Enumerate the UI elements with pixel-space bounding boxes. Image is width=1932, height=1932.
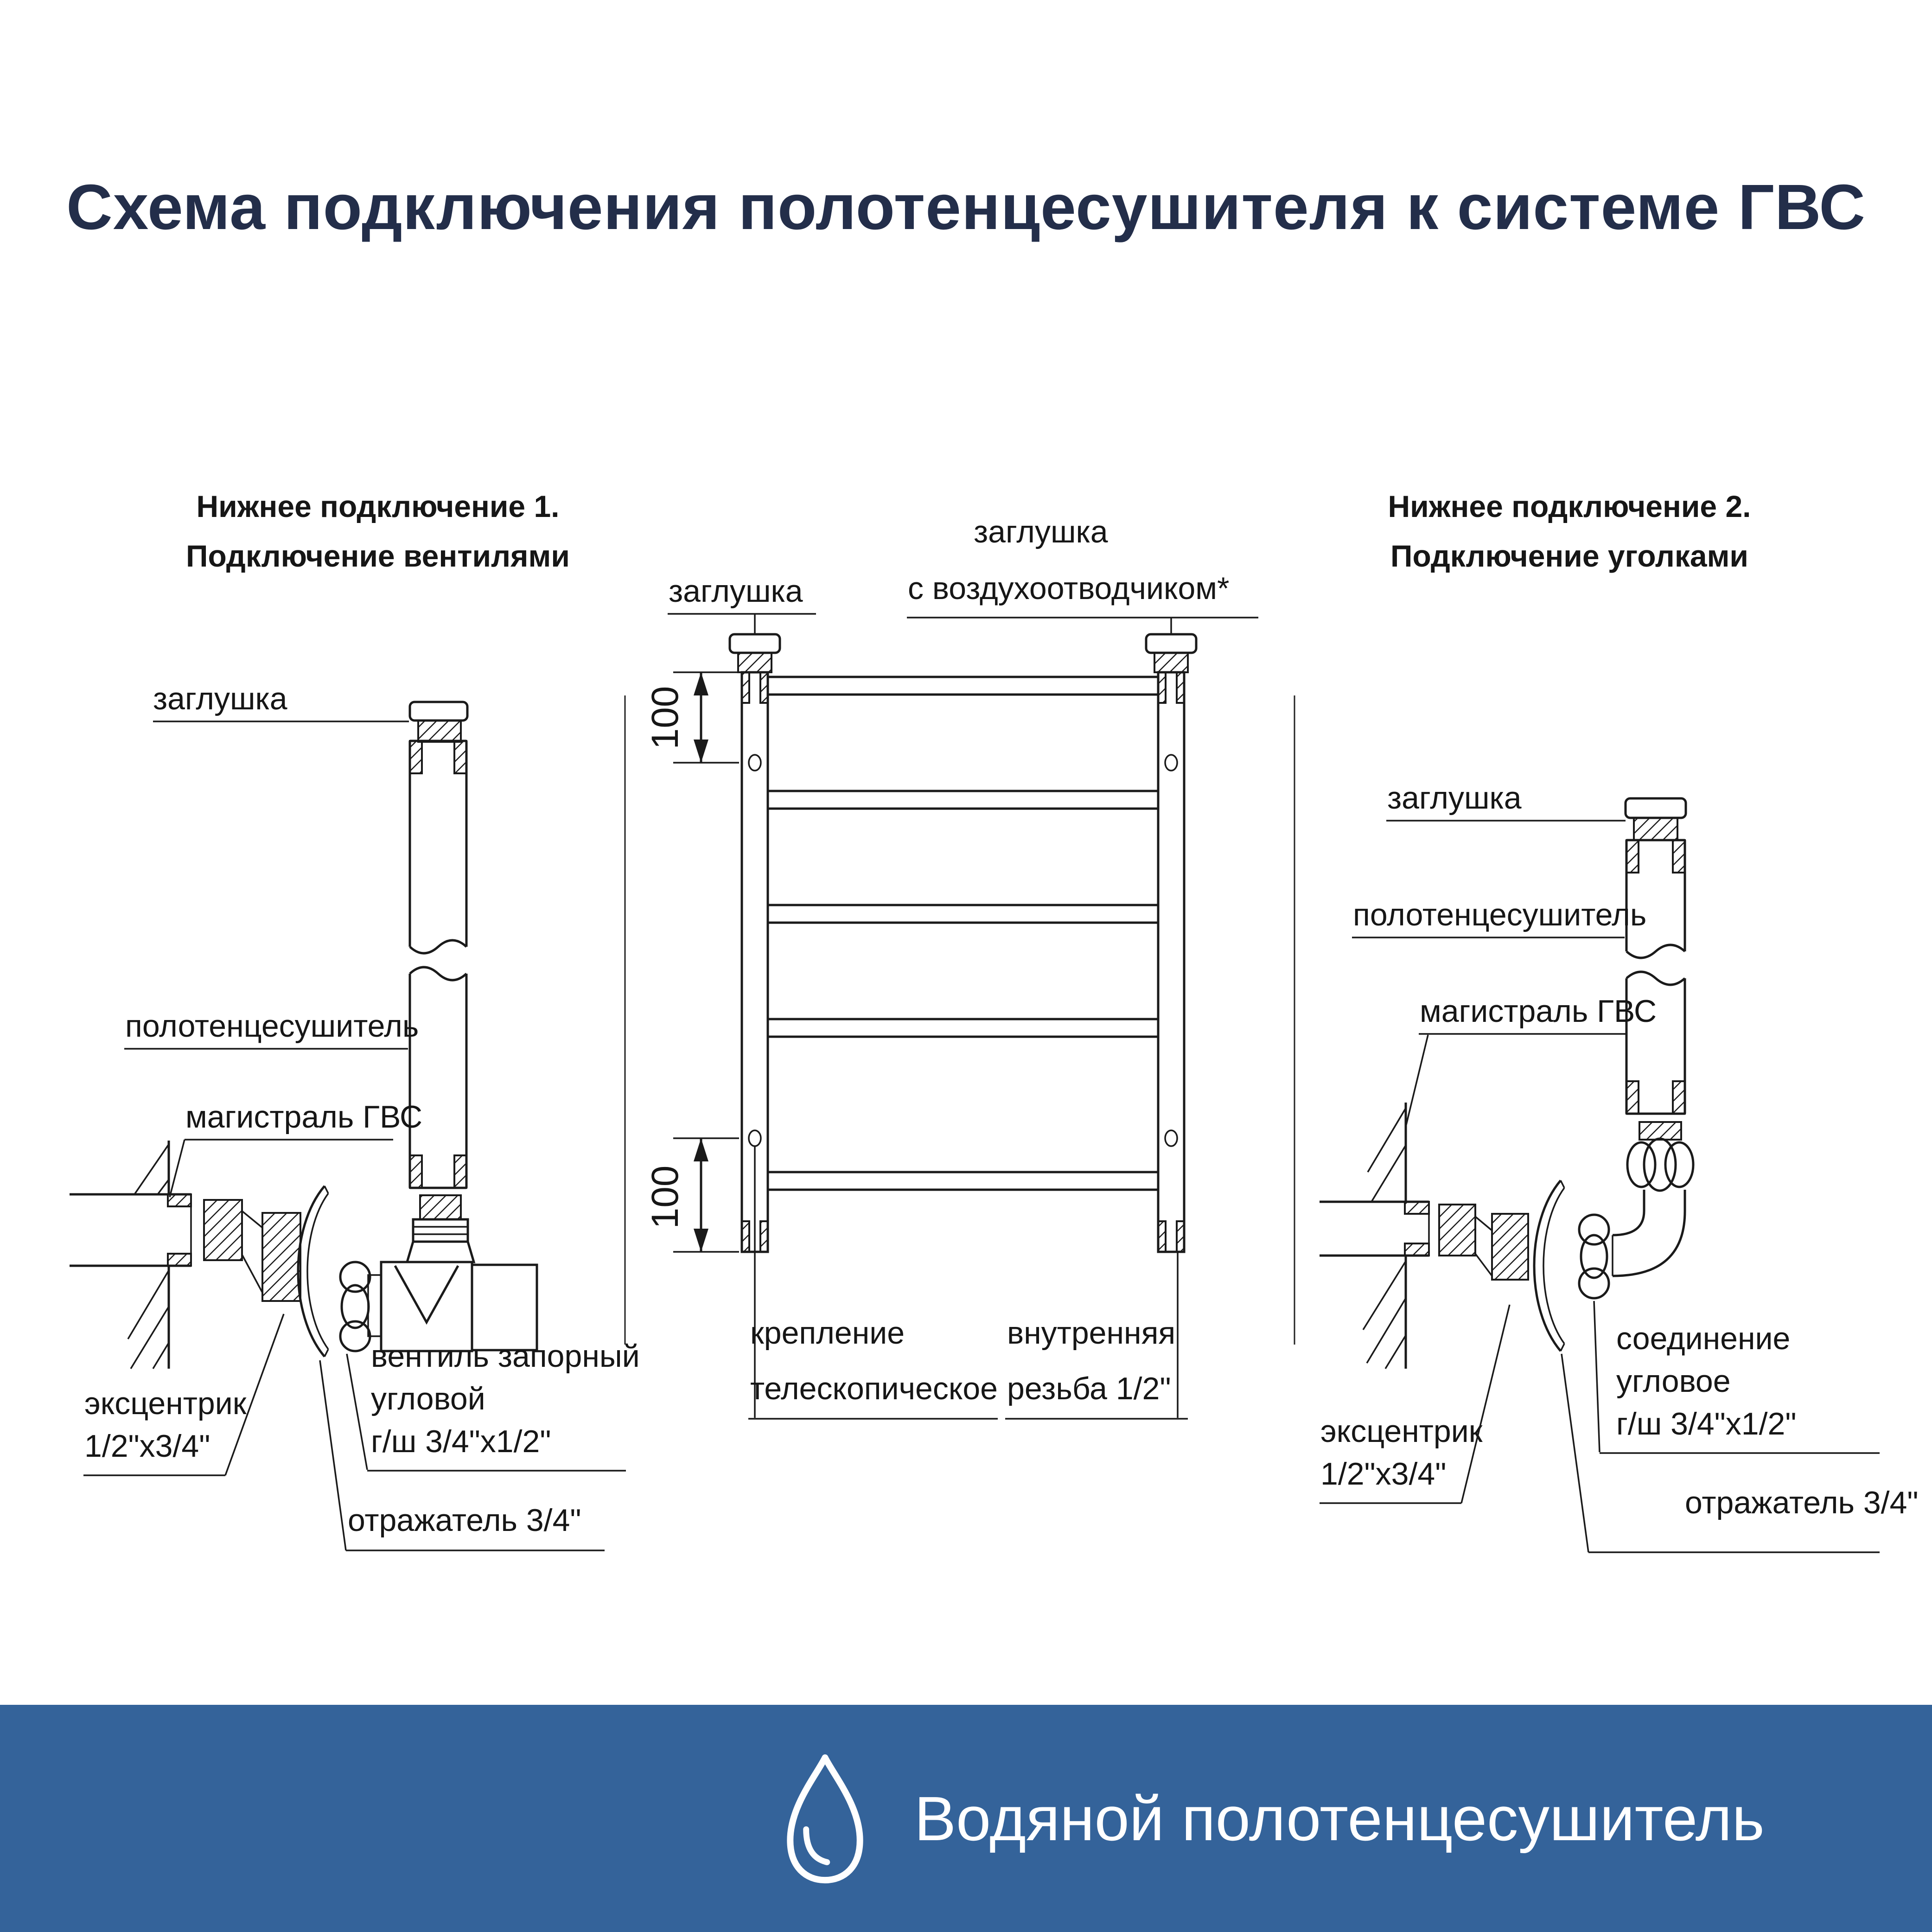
eccentric-link [1475,1217,1492,1231]
union-nut [1627,1142,1655,1187]
cap-plug [1146,634,1196,653]
valve-label: г/ш 3/4"х1/2" [371,1424,551,1459]
cap-label: заглушка [153,681,287,716]
pipe-thread [454,741,466,773]
eccentric-body [262,1213,300,1301]
valve-label: вентиль запорный [371,1339,640,1374]
elbow-outer [1613,1211,1685,1276]
pipe-thread [410,741,422,773]
pipe-break [410,967,466,980]
valve-body [381,1262,472,1351]
valve-neck [407,1242,474,1262]
reflector-label: отражатель 3/4" [1685,1485,1919,1520]
dim-value-bottom: 100 [644,1165,686,1229]
leader-line [1461,1305,1510,1503]
eccentric-link [1475,1254,1492,1276]
pipe-break [410,940,466,953]
mount-hole [1165,1130,1177,1146]
wall-hatch [1371,1145,1406,1202]
eccentric-label: 1/2"х3/4" [84,1428,210,1464]
valve-seat [395,1266,458,1322]
pipe-thread [168,1194,191,1206]
eccentric-label: 1/2"х3/4" [1320,1456,1447,1492]
air-vent-cap-label: с воздухоотводчиком* [908,571,1230,606]
cap-plug [1626,798,1686,818]
eccentric-label: эксцентрик [1320,1414,1483,1449]
wall-hatch [158,1180,169,1194]
leader-line [1406,1035,1428,1127]
reflector-edge [325,1349,328,1357]
post-thread [742,672,749,703]
elbow-nut-thread [1639,1122,1681,1140]
main-line-label: магистраль ГВС [185,1099,423,1135]
post-thread [1177,1221,1184,1252]
cap-label: заглушка [669,574,803,609]
ladder-post [1158,672,1184,1252]
leader-line [320,1360,346,1550]
pipe-thread [168,1254,191,1266]
elbow-label: угловое [1616,1364,1731,1399]
leader-line [1594,1301,1600,1452]
cap-label: заглушка [1387,780,1522,816]
eccentric-link [242,1255,262,1293]
reflector-outline [307,1193,328,1349]
pipe-thread [1673,1081,1685,1114]
dim-arrow [694,1229,708,1252]
post-thread [1177,672,1184,703]
thread-label: внутренняя [1007,1315,1176,1351]
leader-line [1562,1354,1588,1552]
dim-value-top: 100 [644,686,686,750]
water-drop-icon [775,1752,875,1886]
mount-hole [1165,755,1177,771]
wall-hatch [153,1343,169,1369]
thread-label: резьба 1/2" [1007,1371,1171,1406]
leader-line [170,1140,185,1197]
elbow-inner [1613,1211,1644,1235]
mount-hole [749,755,761,771]
dim-arrow [694,672,708,695]
ladder-rungs [768,677,1158,1190]
towel-rail-label: полотенцесушитель [1353,897,1647,932]
pipe-break [1626,945,1685,958]
cap-thread [1154,653,1188,672]
diagram-connection-elbows [1320,489,1919,1552]
dim-arrow [694,1138,708,1161]
union-nut [340,1321,370,1351]
reflector-outline [1534,1180,1561,1351]
cap-thread [1634,818,1677,840]
towel-rail-label: полотенцесушитель [125,1008,419,1044]
mount-hole [749,1130,761,1146]
eccentric-body [1492,1214,1528,1280]
post-thread [1158,1221,1166,1252]
cap-plug [730,634,780,653]
pipe-thread [1405,1202,1429,1214]
reflector-edge [1561,1344,1564,1351]
post-thread [742,1221,749,1252]
eccentric-label: эксцентрик [84,1386,247,1421]
wall-hatch [1367,1298,1406,1363]
pipe-thread [1405,1243,1429,1256]
main-line-label: магистраль ГВС [1420,994,1657,1029]
wall-hatch [1368,1108,1406,1172]
union-nut [1579,1215,1609,1244]
elbow-label: соединение [1616,1321,1791,1356]
air-vent-cap-label: заглушка [974,514,1108,549]
union-link [368,1275,381,1336]
union-nut [1665,1142,1693,1187]
valve-thread-stub [420,1195,461,1219]
diagram-towel-rail [644,514,1258,1419]
drop-highlight [806,1830,827,1862]
dim-arrow [694,740,708,763]
cap-thread [738,653,772,672]
eccentric-body [1439,1205,1475,1256]
pipe-thread [454,1155,466,1188]
eccentric-link [242,1211,262,1228]
reflector-edge [325,1186,328,1193]
pipe-thread [1673,840,1685,873]
elbow-label: г/ш 3/4"х1/2" [1616,1406,1797,1441]
reflector-outline [1543,1188,1564,1344]
post-thread [1158,672,1166,703]
diagram-connection-valves [70,489,640,1550]
reflector-outline [298,1186,325,1357]
post-thread [760,672,768,703]
valve-outlet [472,1265,537,1350]
product-tagline: Водяной полотенцесушитель [914,1783,1765,1854]
pipe-thread [1626,1081,1639,1114]
right-heading-1: Нижнее подключение 2. [1388,489,1751,523]
left-heading-2: Подключение вентилями [186,539,570,573]
cap-plug [410,702,467,721]
wall-hatch [128,1270,169,1339]
pipe-thread [410,1155,422,1188]
right-heading-2: Подключение уголками [1390,539,1748,573]
mount-label: крепление [750,1315,905,1351]
eccentric-body [204,1200,242,1260]
wall-hatch [131,1307,169,1369]
mount-label: телескопическое [750,1371,998,1406]
leader-line [347,1354,367,1470]
union-nut [340,1262,370,1292]
pipe-thread [1626,840,1639,873]
left-heading-1: Нижнее подключение 1. [196,489,560,523]
pipe-break [1626,972,1685,985]
wall-hatch [1363,1261,1406,1330]
page-title: Схема подключения полотенцесушителя к системе ГВС [66,172,1866,243]
cap-thread [418,721,461,742]
wall-hatch [1385,1335,1406,1369]
union-nut [1579,1269,1609,1298]
valve-nut [413,1219,468,1242]
reflector-edge [1561,1180,1564,1188]
post-thread [760,1221,768,1252]
reflector-label: отражатель 3/4" [348,1503,581,1538]
valve-label: угловой [371,1381,485,1416]
